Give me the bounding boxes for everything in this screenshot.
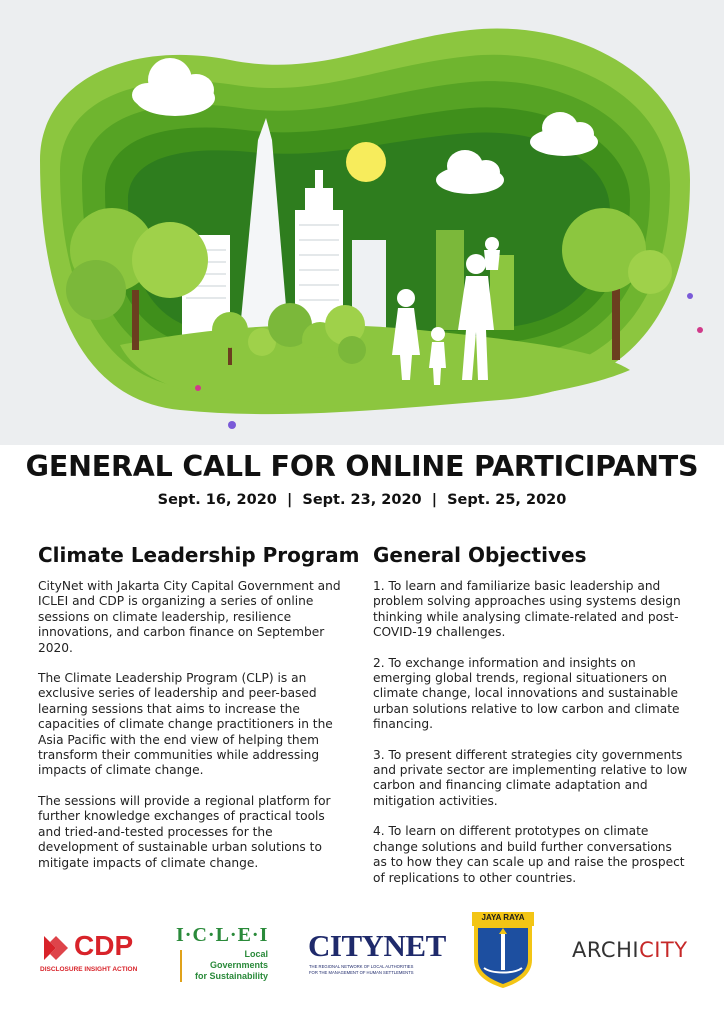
event-dates: Sept. 16, 2020 | Sept. 23, 2020 | Sept. 25, 2020: [157, 492, 567, 508]
iclei-accent-bar: [180, 950, 182, 982]
objective-item: 3. To present different strategies city governments and private sector are implementing relative to low carbon and financing climate adaptation and mitigation activities.: [373, 747, 688, 808]
iclei-line3: for Sustainability: [194, 971, 268, 981]
citynet-line2: FOR THE MANAGEMENT OF HUMAN SETTLEMENTS: [309, 970, 414, 975]
iclei-name: I·C·L·E·I: [176, 924, 269, 946]
archicity-part2: CITY: [639, 938, 688, 962]
section-heading-program: Climate Leadership Program: [38, 543, 360, 567]
program-paragraph: The sessions will provide a regional platform for further knowledge exchanges of practical tools and tried-and-tested processes for the development of sustainable urban solutions to mitigate impacts of climate change.: [38, 793, 331, 870]
objective-item: 4. To learn on different prototypes on climate change solutions and build further conversations as to how they can scale up and raise the prospect of replications to other countries.: [373, 824, 685, 885]
green-building-icon: [436, 230, 464, 330]
citynet-name: CITYNET: [308, 928, 446, 963]
climate-leadership-section: [38, 543, 360, 886]
cdp-name: CDP: [74, 930, 134, 961]
sun-icon: [346, 142, 386, 182]
papercut-city-illustration: [0, 0, 724, 445]
butterfly-icon: [228, 421, 236, 429]
partner-logos: [0, 900, 724, 1000]
section-heading-objectives: General Objectives: [373, 543, 587, 567]
archicity-part1: ARCHI: [572, 938, 640, 962]
program-paragraph: The Climate Leadership Program (CLP) is an exclusive series of leadership and peer-based learning sessions that aims to increase the capacities of climate change practitioners in the Asia Pacific with the end view of helping them transform their communities while addressing impacts of climate change.: [38, 671, 333, 778]
iclei-logo: [176, 924, 276, 986]
small-tree-icon: [212, 312, 248, 348]
iclei-line1: Local: [244, 949, 268, 959]
citynet-line1: THE REGIONAL NETWORK OF LOCAL AUTHORITIES: [309, 964, 414, 969]
iclei-line2: Governments: [209, 960, 268, 970]
objective-item: 2. To exchange information and insights on emerging global trends, regional situationers on climate change, local innovations and sustainable urban solutions relative to low carbon and climate financing.: [373, 655, 680, 732]
jakarta-emblem: [470, 910, 536, 990]
cdp-mark-icon: [40, 932, 72, 964]
archicity-logo: [572, 938, 692, 968]
general-objectives-section: [373, 543, 689, 901]
citynet-logo: [308, 928, 446, 980]
hero-illustration: [0, 0, 724, 445]
program-paragraph: CityNet with Jakarta City Capital Government and ICLEI and CDP is organizing a series of online sessions on climate leadership, resilience innovations, and carbon finance on September 2020.: [38, 579, 341, 655]
objective-item: 1. To learn and familiarize basic leadership and problem solving approaches using systems design thinking while analysing climate-related and post-COVID-19 challenges.: [373, 579, 681, 640]
jakarta-banner-text: JAYA RAYA: [481, 913, 525, 922]
jakarta-shield-icon: [470, 910, 536, 990]
cdp-logo: [40, 930, 150, 980]
cdp-tagline: DISCLOSURE INSIGHT ACTION: [40, 966, 138, 973]
page-title: GENERAL CALL FOR ONLINE PARTICIPANTS: [25, 450, 699, 483]
